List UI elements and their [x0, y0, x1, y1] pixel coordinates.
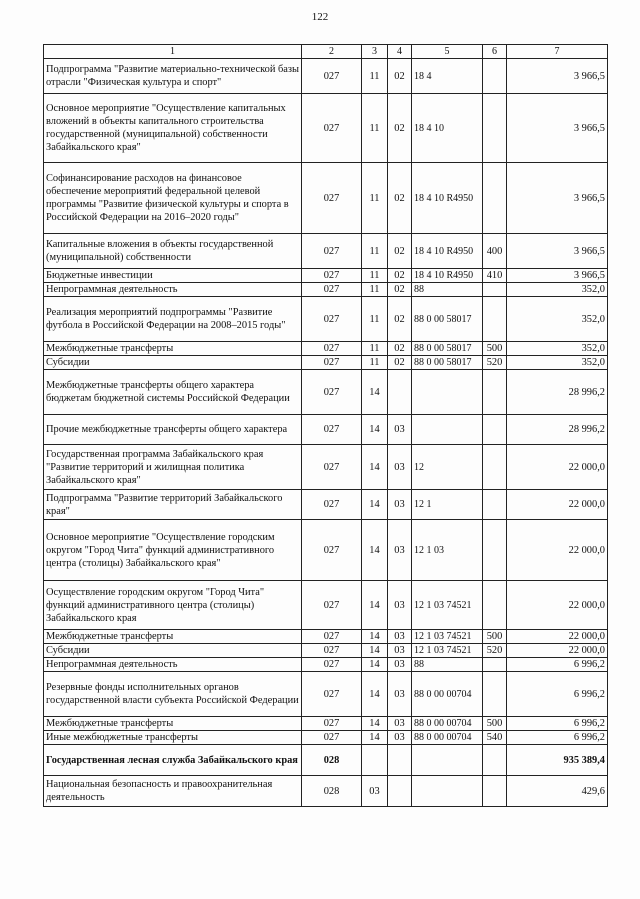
table-row	[44, 490, 608, 520]
row-admin-code: 027	[302, 94, 362, 163]
row-expense-type	[483, 163, 507, 234]
row-amount: 6 996,2	[507, 731, 608, 745]
row-subsection	[388, 776, 412, 807]
row-subsection: 03	[388, 672, 412, 717]
row-subsection: 03	[388, 630, 412, 644]
row-expense-type: 520	[483, 356, 507, 370]
row-admin-code: 027	[302, 581, 362, 630]
row-target-code	[412, 370, 483, 415]
col-header-exp-type: 6	[483, 45, 507, 59]
row-admin-code: 027	[302, 59, 362, 94]
table-row	[44, 163, 608, 234]
table-row	[44, 415, 608, 445]
row-section: 14	[362, 717, 388, 731]
col-header-name: 1	[44, 45, 302, 59]
row-expense-type	[483, 445, 507, 490]
row-expense-type	[483, 415, 507, 445]
row-name: Непрограммная деятельность	[44, 658, 302, 672]
row-amount: 352,0	[507, 356, 608, 370]
row-expense-type	[483, 581, 507, 630]
row-name: Софинансирование расходов на финансовое обеспечение мероприятий федеральной целевой программы "Развитие физической культуры и спорта в Российской Федерации на 2016–2020 годы"	[44, 163, 302, 234]
row-admin-code: 027	[302, 731, 362, 745]
table-row	[44, 59, 608, 94]
row-target-code: 88 0 00 58017	[412, 342, 483, 356]
row-expense-type	[483, 59, 507, 94]
row-name: Капитальные вложения в объекты государственной (муниципальной) собственности	[44, 234, 302, 269]
page-number: 122	[311, 11, 329, 23]
row-name: Субсидии	[44, 644, 302, 658]
row-section: 14	[362, 581, 388, 630]
row-amount: 3 966,5	[507, 269, 608, 283]
col-header-subsection: 4	[388, 45, 412, 59]
row-name: Резервные фонды исполнительных органов государственной власти субъекта Российской Федерации	[44, 672, 302, 717]
row-section: 11	[362, 297, 388, 342]
col-header-target: 5	[412, 45, 483, 59]
row-target-code: 18 4 10 R4950	[412, 234, 483, 269]
row-subsection: 03	[388, 731, 412, 745]
row-target-code: 88	[412, 283, 483, 297]
row-subsection: 03	[388, 490, 412, 520]
row-admin-code: 027	[302, 630, 362, 644]
table-row	[44, 745, 608, 776]
row-name: Межбюджетные трансферты	[44, 717, 302, 731]
row-name: Непрограммная деятельность	[44, 283, 302, 297]
row-name: Межбюджетные трансферты общего характера бюджетам бюджетной системы Российской Федерации	[44, 370, 302, 415]
budget-table	[43, 44, 608, 807]
row-admin-code: 027	[302, 490, 362, 520]
header-row	[44, 45, 608, 59]
row-admin-code: 027	[302, 672, 362, 717]
table-row	[44, 658, 608, 672]
row-name: Государственная лесная служба Забайкальского края	[44, 745, 302, 776]
row-admin-code: 027	[302, 234, 362, 269]
row-target-code	[412, 745, 483, 776]
table-row	[44, 672, 608, 717]
table-row	[44, 297, 608, 342]
row-admin-code: 027	[302, 283, 362, 297]
row-subsection: 02	[388, 356, 412, 370]
row-admin-code: 027	[302, 445, 362, 490]
row-amount: 28 996,2	[507, 370, 608, 415]
row-section: 14	[362, 644, 388, 658]
row-target-code: 88 0 00 00704	[412, 672, 483, 717]
row-name: Подпрограмма "Развитие материально-технической базы отрасли "Физическая культура и спорт"	[44, 59, 302, 94]
row-section: 14	[362, 672, 388, 717]
row-target-code: 12 1 03 74521	[412, 581, 483, 630]
table-row	[44, 717, 608, 731]
row-subsection: 03	[388, 445, 412, 490]
row-expense-type: 500	[483, 630, 507, 644]
row-expense-type: 520	[483, 644, 507, 658]
col-header-admin: 2	[302, 45, 362, 59]
row-expense-type	[483, 490, 507, 520]
table-row	[44, 283, 608, 297]
row-admin-code: 027	[302, 658, 362, 672]
row-admin-code: 027	[302, 520, 362, 581]
row-subsection: 02	[388, 234, 412, 269]
row-expense-type	[483, 370, 507, 415]
row-expense-type	[483, 745, 507, 776]
row-admin-code: 027	[302, 269, 362, 283]
row-section: 14	[362, 520, 388, 581]
row-name: Бюджетные инвестиции	[44, 269, 302, 283]
row-target-code: 12 1 03	[412, 520, 483, 581]
table-row	[44, 644, 608, 658]
row-admin-code: 027	[302, 644, 362, 658]
row-amount: 22 000,0	[507, 520, 608, 581]
row-admin-code: 027	[302, 356, 362, 370]
row-name: Подпрограмма "Развитие территорий Забайкальского края"	[44, 490, 302, 520]
row-amount: 352,0	[507, 283, 608, 297]
row-name: Межбюджетные трансферты	[44, 342, 302, 356]
row-subsection: 03	[388, 415, 412, 445]
row-amount: 28 996,2	[507, 415, 608, 445]
row-name: Прочие межбюджетные трансферты общего характера	[44, 415, 302, 445]
row-name: Осуществление городским округом "Город Чита" функций административного центра (столицы) Забайкальского края	[44, 581, 302, 630]
table-row	[44, 94, 608, 163]
row-target-code: 12	[412, 445, 483, 490]
row-admin-code: 027	[302, 717, 362, 731]
row-target-code: 12 1 03 74521	[412, 644, 483, 658]
row-expense-type	[483, 520, 507, 581]
row-subsection: 03	[388, 644, 412, 658]
row-subsection: 02	[388, 59, 412, 94]
row-name: Основное мероприятие "Осуществление городским округом "Город Чита" функций административного центра (столицы) Забайкальского края"	[44, 520, 302, 581]
row-amount: 3 966,5	[507, 234, 608, 269]
row-expense-type	[483, 94, 507, 163]
col-header-section: 3	[362, 45, 388, 59]
row-section: 11	[362, 342, 388, 356]
row-amount: 22 000,0	[507, 630, 608, 644]
row-name: Межбюджетные трансферты	[44, 630, 302, 644]
row-section: 14	[362, 630, 388, 644]
row-section: 14	[362, 445, 388, 490]
row-subsection: 03	[388, 581, 412, 630]
row-section: 14	[362, 658, 388, 672]
row-name: Государственная программа Забайкальского края "Развитие территорий и жилищная политика Забайкальского края"	[44, 445, 302, 490]
row-section: 11	[362, 163, 388, 234]
row-name: Основное мероприятие "Осуществление капитальных вложений в объекты капитального строительства государственной (муниципальной) собственности Забайкальского края"	[44, 94, 302, 163]
row-subsection: 02	[388, 297, 412, 342]
row-subsection: 03	[388, 658, 412, 672]
table-row	[44, 269, 608, 283]
row-expense-type	[483, 297, 507, 342]
row-amount: 352,0	[507, 342, 608, 356]
row-admin-code: 028	[302, 776, 362, 807]
row-section: 14	[362, 731, 388, 745]
row-section: 03	[362, 776, 388, 807]
row-subsection: 02	[388, 342, 412, 356]
row-amount: 6 996,2	[507, 658, 608, 672]
row-target-code: 88	[412, 658, 483, 672]
row-amount: 3 966,5	[507, 59, 608, 94]
row-subsection: 03	[388, 520, 412, 581]
row-section: 11	[362, 59, 388, 94]
row-section: 11	[362, 356, 388, 370]
row-admin-code: 027	[302, 370, 362, 415]
row-expense-type: 500	[483, 717, 507, 731]
row-amount: 22 000,0	[507, 644, 608, 658]
table-row	[44, 445, 608, 490]
row-section: 11	[362, 234, 388, 269]
row-section	[362, 745, 388, 776]
row-target-code	[412, 776, 483, 807]
row-target-code: 12 1 03 74521	[412, 630, 483, 644]
row-admin-code: 028	[302, 745, 362, 776]
row-target-code: 88 0 00 00704	[412, 717, 483, 731]
table-row	[44, 342, 608, 356]
row-amount: 352,0	[507, 297, 608, 342]
row-subsection: 02	[388, 94, 412, 163]
row-amount: 6 996,2	[507, 672, 608, 717]
row-amount: 3 966,5	[507, 163, 608, 234]
row-expense-type: 540	[483, 731, 507, 745]
row-expense-type	[483, 658, 507, 672]
row-amount: 3 966,5	[507, 94, 608, 163]
table-row	[44, 520, 608, 581]
row-expense-type: 410	[483, 269, 507, 283]
row-admin-code: 027	[302, 163, 362, 234]
table-row	[44, 234, 608, 269]
row-subsection: 03	[388, 717, 412, 731]
row-target-code: 88 0 00 00704	[412, 731, 483, 745]
row-expense-type	[483, 283, 507, 297]
row-name: Субсидии	[44, 356, 302, 370]
row-amount: 429,6	[507, 776, 608, 807]
row-subsection	[388, 370, 412, 415]
row-name: Национальная безопасность и правоохранительная деятельность	[44, 776, 302, 807]
row-section: 11	[362, 283, 388, 297]
row-section: 14	[362, 370, 388, 415]
row-subsection: 02	[388, 269, 412, 283]
row-admin-code: 027	[302, 415, 362, 445]
row-subsection	[388, 745, 412, 776]
row-subsection: 02	[388, 163, 412, 234]
table-row	[44, 630, 608, 644]
row-amount: 22 000,0	[507, 490, 608, 520]
row-amount: 935 389,4	[507, 745, 608, 776]
row-admin-code: 027	[302, 297, 362, 342]
row-section: 14	[362, 415, 388, 445]
row-expense-type	[483, 672, 507, 717]
row-name: Иные межбюджетные трансферты	[44, 731, 302, 745]
row-target-code: 18 4 10 R4950	[412, 269, 483, 283]
row-section: 14	[362, 490, 388, 520]
row-amount: 22 000,0	[507, 581, 608, 630]
row-name: Реализация мероприятий подпрограммы "Развитие футбола в Российской Федерации на 2008–2015 годы"	[44, 297, 302, 342]
row-amount: 6 996,2	[507, 717, 608, 731]
row-amount: 22 000,0	[507, 445, 608, 490]
row-expense-type	[483, 776, 507, 807]
row-admin-code: 027	[302, 342, 362, 356]
table-row	[44, 776, 608, 807]
table-row	[44, 356, 608, 370]
row-target-code: 88 0 00 58017	[412, 356, 483, 370]
row-subsection: 02	[388, 283, 412, 297]
row-expense-type: 500	[483, 342, 507, 356]
row-target-code: 18 4	[412, 59, 483, 94]
row-target-code: 12 1	[412, 490, 483, 520]
row-target-code	[412, 415, 483, 445]
table-row	[44, 581, 608, 630]
row-section: 11	[362, 94, 388, 163]
row-target-code: 88 0 00 58017	[412, 297, 483, 342]
col-header-amount: 7	[507, 45, 608, 59]
row-target-code: 18 4 10	[412, 94, 483, 163]
row-section: 11	[362, 269, 388, 283]
table-row	[44, 731, 608, 745]
row-target-code: 18 4 10 R4950	[412, 163, 483, 234]
table-row	[44, 370, 608, 415]
row-expense-type: 400	[483, 234, 507, 269]
